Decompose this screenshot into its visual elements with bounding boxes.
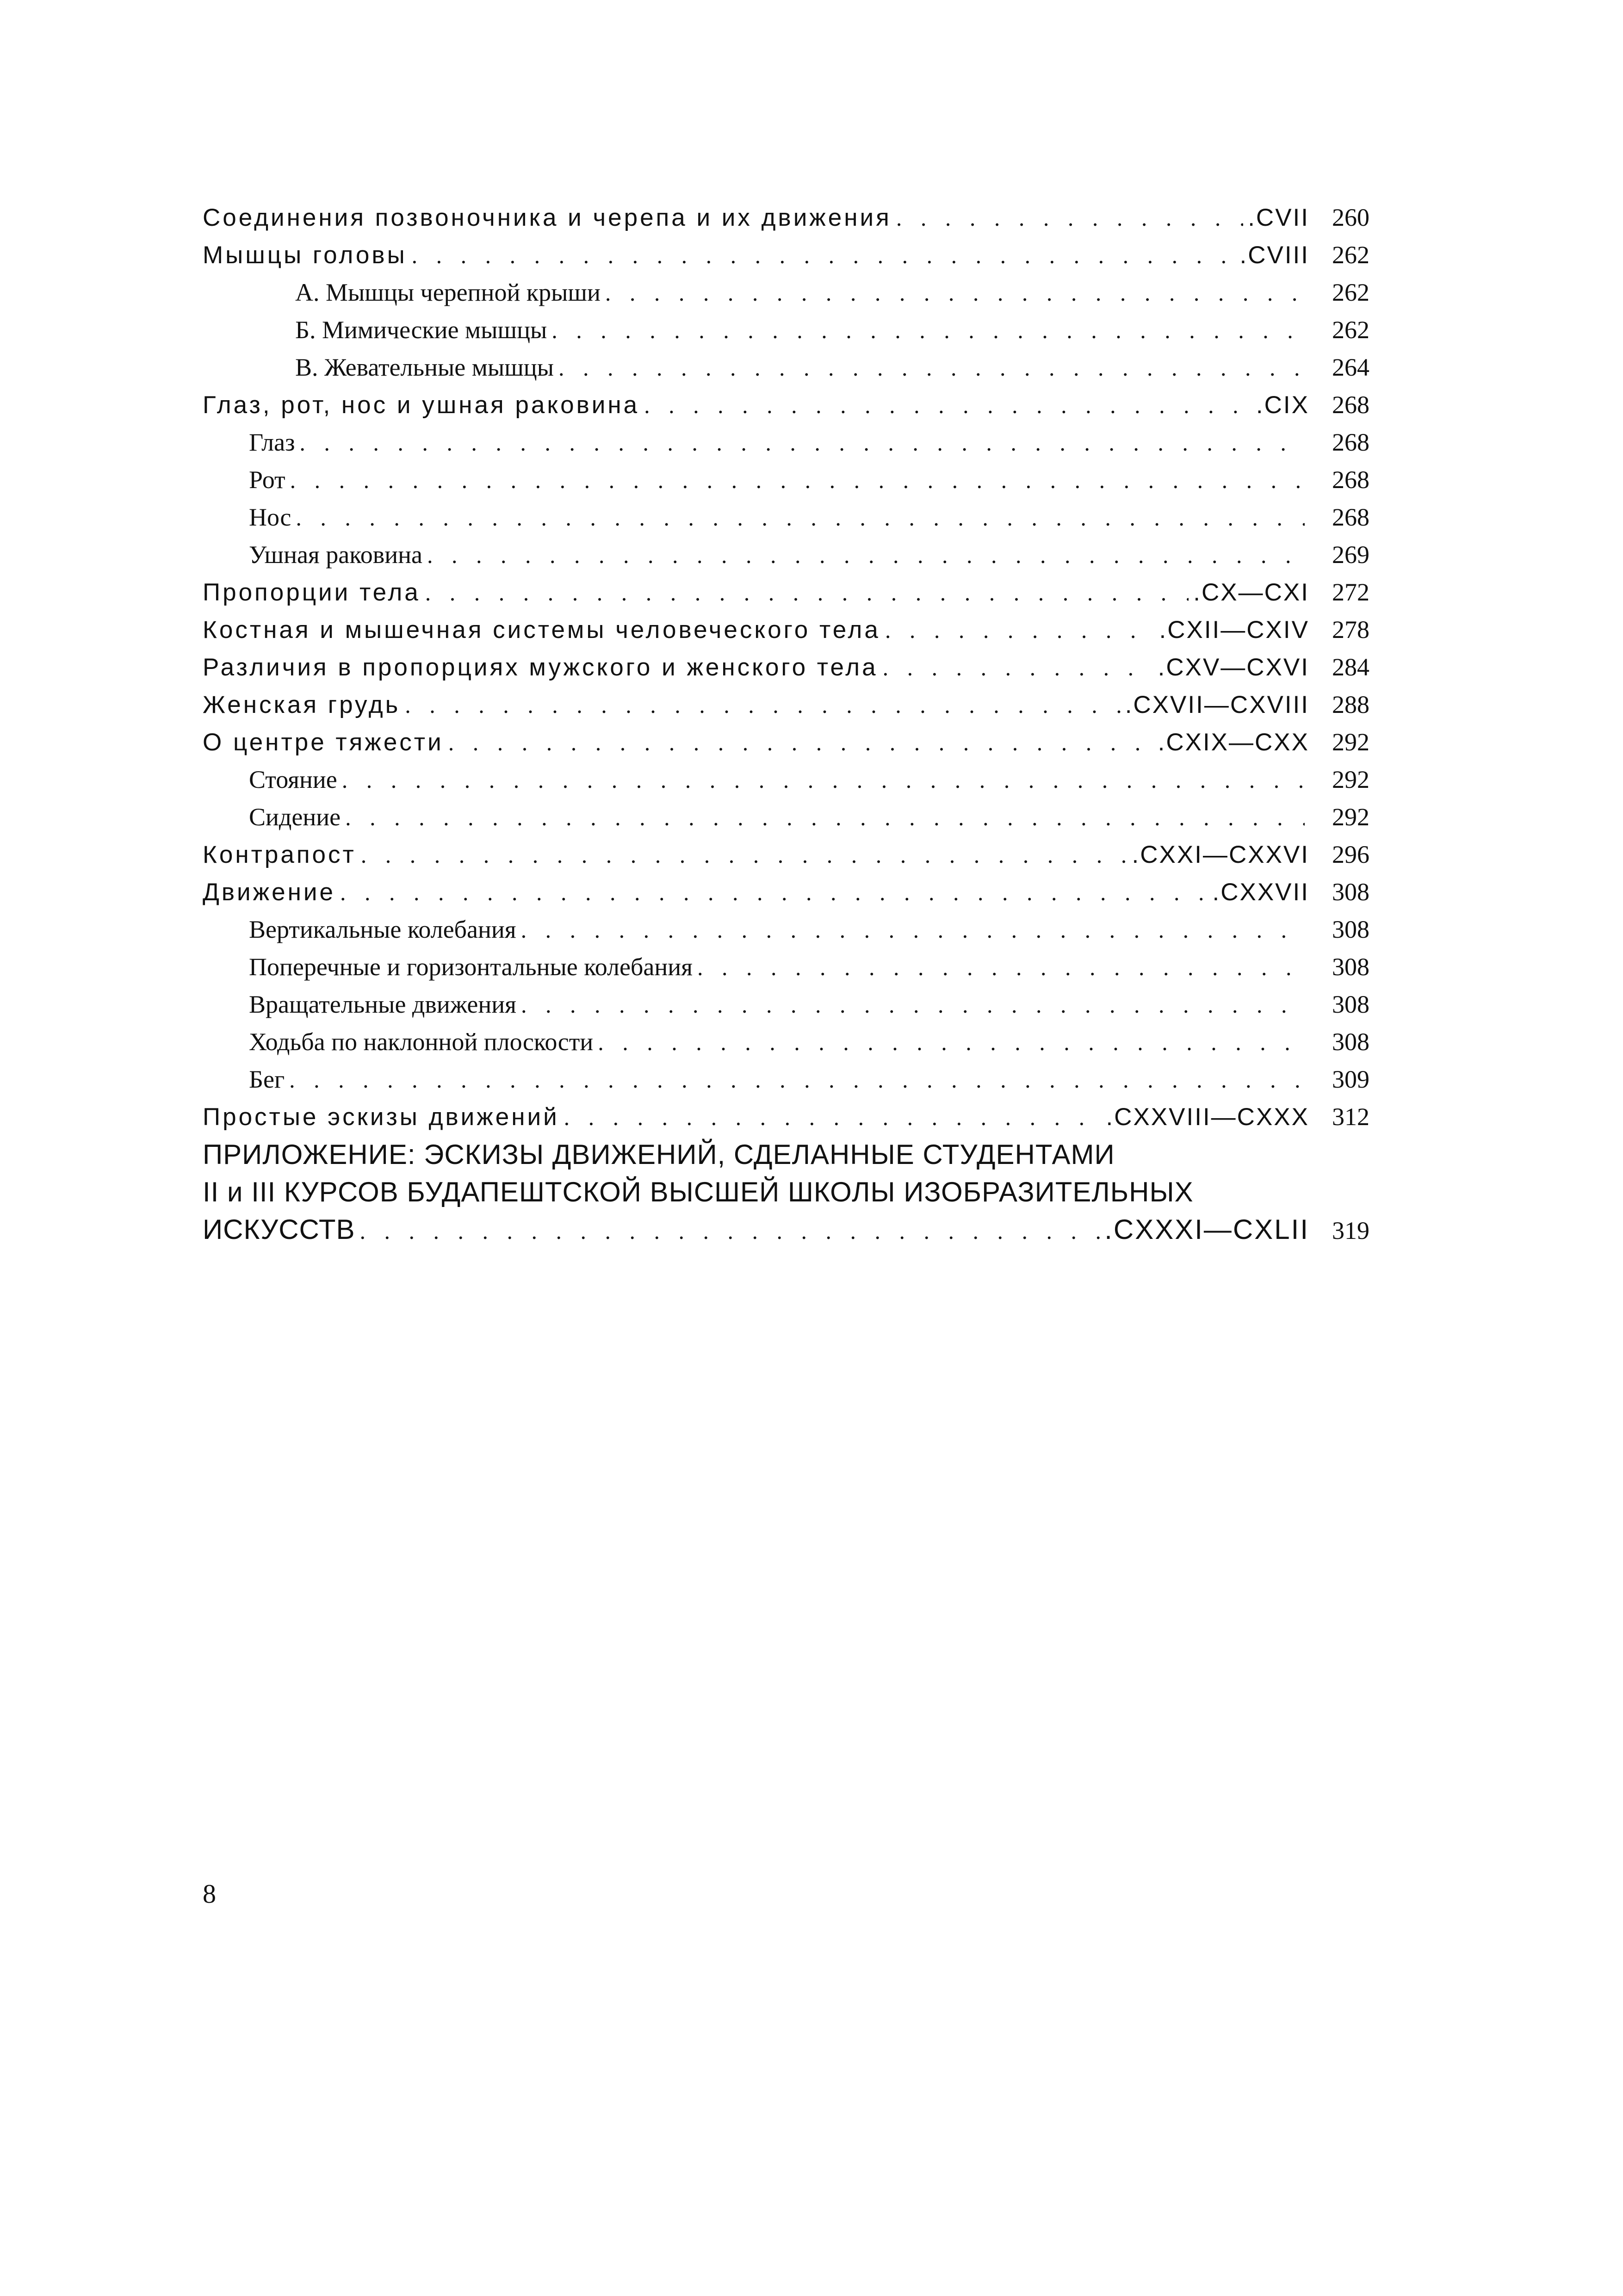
toc-entry-title: Различия в пропорциях мужского и женского тела — [203, 654, 878, 681]
toc-entry-page: 268 — [1332, 466, 1369, 494]
toc-entry-page: 292 — [1332, 728, 1369, 756]
dot-leader — [551, 312, 1305, 349]
toc-entry-title: Мышцы головы — [203, 241, 407, 269]
toc-entry — [203, 798, 1369, 836]
toc-entry-page: 262 — [1332, 241, 1369, 269]
dot-leader — [412, 237, 1235, 274]
dot-leader — [425, 574, 1189, 612]
toc-entry-title: Костная и мышечная системы человеческого тела — [203, 616, 880, 644]
toc-entry — [203, 424, 1369, 461]
toc-entry-title: Вращательные движения — [249, 990, 516, 1018]
dot-leader — [885, 612, 1155, 649]
toc-entry — [203, 911, 1369, 948]
toc-entry-title: Бег — [249, 1065, 285, 1093]
toc-entry-title: Контрапост — [203, 841, 356, 868]
toc-entry-title: Вертикальные колебания — [249, 916, 516, 943]
toc-entry — [203, 461, 1369, 499]
dot-leader — [558, 349, 1305, 387]
appendix-title-line-3 — [203, 1211, 1369, 1248]
toc-entry-page: 262 — [1332, 316, 1369, 344]
toc-entry-title: Стояние — [249, 766, 337, 793]
toc-entry-title: Простые эскизы движений — [203, 1103, 559, 1131]
toc-entry-page: 308 — [1332, 878, 1369, 906]
toc-entry-plates: .CXVII—CXVIII — [1125, 691, 1309, 718]
toc-entry-title: В. Жевательные мышцы — [295, 353, 554, 381]
dot-leader — [290, 462, 1305, 499]
toc-entry-page: 264 — [1332, 353, 1369, 381]
dot-leader — [427, 537, 1305, 574]
toc-entry-page: 308 — [1332, 953, 1369, 981]
toc-entry-title: О центре тяжести — [203, 729, 444, 756]
toc-entry — [203, 499, 1369, 536]
toc-entry-page: 268 — [1332, 391, 1369, 419]
dot-leader — [342, 761, 1305, 799]
toc-entry — [203, 536, 1369, 574]
toc-entry-page: 309 — [1332, 1065, 1369, 1093]
toc-entry-title: Ушная раковина — [249, 541, 422, 569]
toc-entry-title: Б. Мимические мышцы — [295, 316, 547, 344]
toc-entry-page: 268 — [1332, 428, 1369, 456]
toc-entry-page: 284 — [1332, 653, 1369, 681]
appendix-title-line-2: II и III КУРСОВ БУДАПЕШТСКОЙ ВЫСШЕЙ ШКОЛЫ ИЗОБРАЗИТЕЛЬНЫХ — [203, 1176, 1194, 1207]
toc-entry-page: 268 — [1332, 503, 1369, 531]
toc-entry-title: Женская грудь — [203, 691, 401, 718]
appendix-entry — [203, 1136, 1369, 1248]
toc-entry-page: 296 — [1332, 841, 1369, 868]
dot-leader — [896, 199, 1243, 237]
toc-entry — [203, 686, 1369, 724]
toc-entry-plates: .CXII—CXIV — [1159, 616, 1309, 644]
toc-entry — [203, 199, 1369, 236]
dot-leader — [360, 1213, 1100, 1250]
toc-entry — [203, 1098, 1369, 1136]
toc-entry — [203, 724, 1369, 761]
dot-leader — [299, 424, 1305, 462]
toc-entry-title: Глаз, рот, нос и ушная раковина — [203, 391, 640, 419]
dot-leader — [521, 986, 1305, 1024]
appendix-page: 319 — [1332, 1217, 1369, 1244]
toc-entry-plates: .CXXVIII—CXXX — [1106, 1103, 1309, 1131]
dot-leader — [289, 1061, 1305, 1099]
toc-entry-title: Нос — [249, 503, 291, 531]
toc-entry-page: 269 — [1332, 541, 1369, 569]
toc-entry — [203, 873, 1369, 911]
toc-entry — [203, 611, 1369, 649]
toc-entry-plates: .CXXVII — [1212, 879, 1309, 906]
toc-entry-page: 308 — [1332, 1028, 1369, 1056]
toc-entry-title: Поперечные и горизонтальные колебания — [249, 953, 693, 981]
toc-entry — [203, 574, 1369, 611]
appendix-title-line-1: ПРИЛОЖЕНИЕ: ЭСКИЗЫ ДВИЖЕНИЙ, СДЕЛАННЫЕ СТУДЕНТАМИ — [203, 1139, 1115, 1170]
toc-entry-plates: .CVIII — [1239, 241, 1309, 269]
toc-entry — [203, 236, 1369, 274]
dot-leader — [564, 1099, 1102, 1136]
toc-entry — [203, 1061, 1369, 1098]
dot-leader — [644, 387, 1251, 424]
toc-entry — [203, 986, 1369, 1023]
toc-entry-plates: .CXXI—CXXVI — [1132, 841, 1309, 868]
toc-entry — [203, 311, 1369, 349]
toc-entry-title: Пропорции тела — [203, 579, 421, 606]
toc-entry — [203, 386, 1369, 424]
dot-leader — [598, 1024, 1305, 1061]
toc-entry-page: 292 — [1332, 766, 1369, 793]
dot-leader — [521, 911, 1305, 949]
toc-entry-title: Глаз — [249, 428, 295, 456]
dot-leader — [605, 274, 1305, 312]
toc-entry — [203, 836, 1369, 873]
toc-entry-plates: .CXV—CXVI — [1158, 654, 1309, 681]
dot-leader — [405, 687, 1120, 724]
toc-entry-page: 278 — [1332, 616, 1369, 644]
dot-leader — [883, 649, 1153, 687]
toc-entry — [203, 649, 1369, 686]
toc-entry-title: Сидение — [249, 803, 341, 831]
dot-leader — [361, 836, 1127, 874]
toc-entry-page: 260 — [1332, 204, 1369, 231]
toc-entry-plates: .CIX — [1256, 391, 1309, 419]
appendix-plates: .CXXXI—CXLII — [1104, 1214, 1309, 1245]
dot-leader — [448, 724, 1153, 761]
dot-leader — [697, 949, 1305, 986]
table-of-contents — [203, 199, 1369, 1248]
toc-entry-title: Движение — [203, 879, 335, 906]
toc-entry — [203, 948, 1369, 986]
toc-entry — [203, 274, 1369, 311]
dot-leader — [345, 799, 1305, 836]
toc-entry-page: 262 — [1332, 278, 1369, 306]
toc-entry-plates: .CXIX—CXX — [1158, 729, 1309, 756]
toc-entry-plates: .CVII — [1248, 204, 1309, 231]
toc-entry — [203, 761, 1369, 798]
page-number: 8 — [203, 1879, 216, 1909]
toc-entry-title: Ходьба по наклонной плоскости — [249, 1028, 594, 1056]
toc-entry-page: 308 — [1332, 916, 1369, 943]
toc-entry-page: 288 — [1332, 691, 1369, 718]
toc-entry-page: 272 — [1332, 578, 1369, 606]
toc-entry — [203, 349, 1369, 386]
appendix-title-end: ИСКУССТВ — [203, 1214, 355, 1245]
toc-entry-page: 312 — [1332, 1103, 1369, 1131]
dot-leader — [296, 499, 1305, 537]
toc-entry — [203, 1023, 1369, 1061]
dot-leader — [340, 874, 1208, 911]
toc-entry-plates: .CX—CXI — [1193, 579, 1309, 606]
toc-entry-title: Рот — [249, 466, 285, 494]
toc-entry-page: 292 — [1332, 803, 1369, 831]
toc-entries — [203, 199, 1369, 1136]
toc-entry-page: 308 — [1332, 990, 1369, 1018]
toc-entry-title: Соединения позвоночника и черепа и их движения — [203, 204, 892, 231]
toc-entry-title: А. Мышцы черепной крыши — [295, 278, 601, 306]
